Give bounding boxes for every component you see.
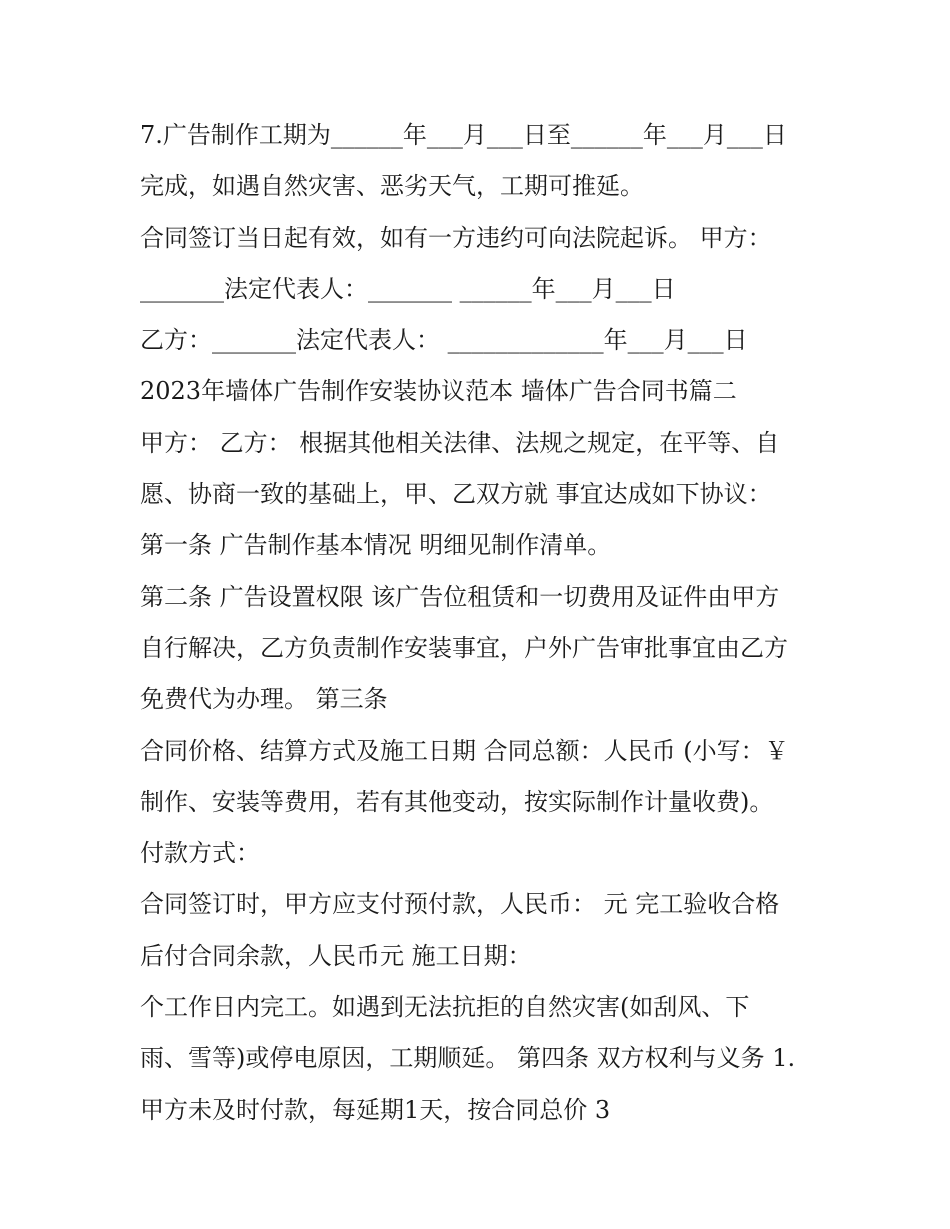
text-line: 付款方式：	[140, 839, 260, 868]
text-line: 后付合同余款，人民币元 施工日期：	[140, 941, 532, 970]
document-body	[140, 110, 840, 1136]
text-line: 第一条 广告制作基本情况 明细见制作清单。	[140, 531, 612, 560]
text-line: 个工作日内完工。如遇到无法抗拒的自然灾害(如刮风、下	[140, 993, 750, 1022]
text-line: 合同价格、结算方式及施工日期 合同总额：人民币 (小写：￥	[140, 736, 789, 765]
text-line: 合同签订当日起有效，如有一方违约可向法院起诉。 甲方：	[140, 223, 772, 252]
text-line: 愿、协商一致的基础上，甲、乙双方就 事宜达成如下协议：	[140, 480, 772, 509]
text-line: 7.广告制作工期为______年___月___日至______年___月___日	[140, 121, 787, 149]
text-line: 甲方： 乙方： 根据其他相关法律、法规之规定，在平等、自	[140, 428, 780, 457]
text-line: 乙方：_______法定代表人： _____________年___月___日	[140, 326, 748, 355]
text-line: 甲方未及时付款，每延期1天，按合同总价 3	[140, 1095, 611, 1124]
text-line: _______法定代表人：_______ ______年___月___日	[140, 274, 676, 303]
text-line: 合同签订时，甲方应支付预付款，人民币： 元 完工验收合格	[140, 890, 780, 919]
section-heading: 2023年墙体广告制作安装协议范本 墙体广告合同书篇二	[140, 377, 737, 406]
text-line: 完成，如遇自然灾害、恶劣天气，工期可推延。	[140, 172, 644, 201]
text-line: 雨、雪等)或停电原因，工期顺延。 第四条 双方权利与义务 1.	[140, 1044, 796, 1073]
text-line: 第二条 广告设置权限 该广告位租赁和一切费用及证件由甲方	[140, 582, 780, 611]
text-line: 制作、安装等费用，若有其他变动，按实际制作计量收费)。	[140, 787, 774, 816]
text-line: 自行解决，乙方负责制作安装事宜，户外广告审批事宜由乙方	[140, 633, 788, 662]
text-line: 免费代为办理。 第三条	[140, 685, 388, 714]
